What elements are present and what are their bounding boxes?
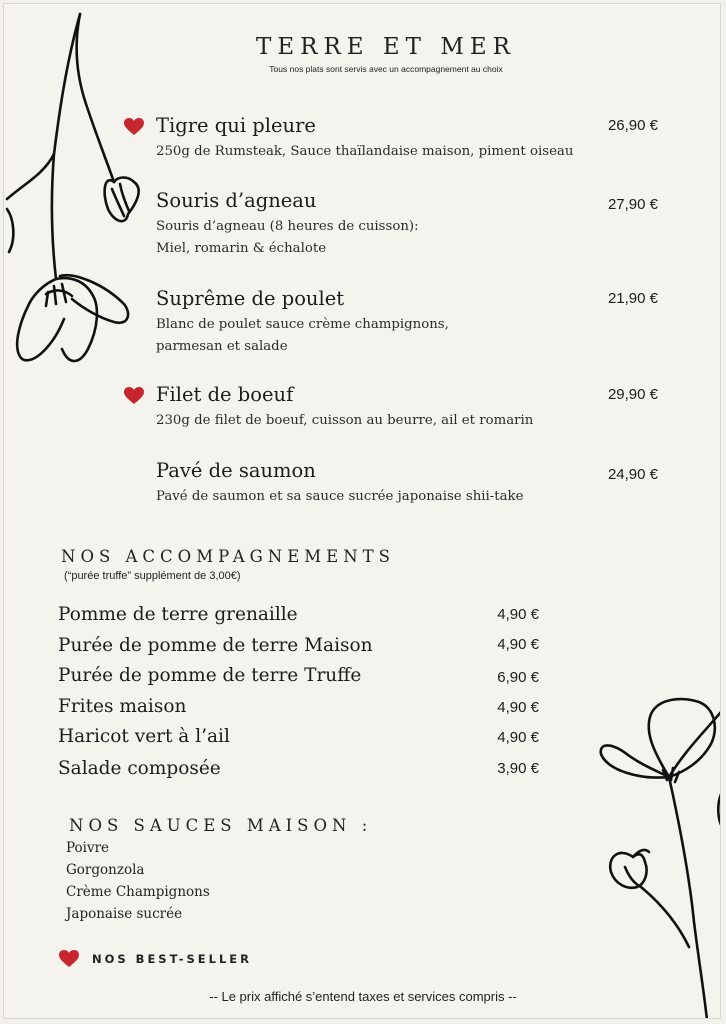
dish-description: Souris d’agneau (8 heures de cuisson): <box>156 219 419 234</box>
side-item-name: Salade composée <box>58 758 221 779</box>
menu-subtitle: Tous nos plats sont servis avec un accompagnement au choix <box>269 64 503 74</box>
menu-page <box>3 3 721 1019</box>
side-item-name: Haricot vert à l’ail <box>58 726 230 747</box>
dish-name: Souris d’agneau <box>156 189 317 212</box>
sides-title: NOS ACCOMPAGNEMENTS <box>61 547 395 566</box>
dish-description: 230g de filet de boeuf, cuisson au beurre, ail et romarin <box>156 413 534 428</box>
flower-illustration-top-left <box>4 4 144 384</box>
sauce-item: Gorgonzola <box>66 862 145 878</box>
dish-description: Pavé de saumon et sa sauce sucrée japonaise shii-take <box>156 489 524 504</box>
dish-name: Suprême de poulet <box>156 287 345 310</box>
dish-name: Tigre qui pleure <box>156 114 316 137</box>
side-item-name: Pomme de terre grenaille <box>58 604 298 625</box>
side-item-price: 4,90 € <box>497 636 539 653</box>
dish-name: Pavé de saumon <box>156 459 316 482</box>
heart-icon <box>124 387 144 405</box>
heart-icon <box>59 950 79 968</box>
dish-description: parmesan et salade <box>156 339 288 354</box>
sides-note: (“purée truffe” supplément de 3,00€) <box>64 570 241 582</box>
dish-price: 24,90 € <box>607 466 658 483</box>
dish-name: Filet de boeuf <box>156 383 294 406</box>
dish-description: Blanc de poulet sauce crème champignons, <box>156 317 449 332</box>
dish-price: 26,90 € <box>607 117 658 134</box>
sauce-item: Crème Champignons <box>66 884 210 900</box>
side-item-price: 3,90 € <box>497 760 539 777</box>
side-item-price: 6,90 € <box>497 669 539 686</box>
menu-title: TERRE ET MER <box>256 34 516 60</box>
heart-icon <box>124 118 144 136</box>
dish-description: 250g de Rumsteak, Sauce thaïlandaise maison, piment oiseau <box>156 144 574 159</box>
side-item-name: Frites maison <box>58 696 187 717</box>
dish-price: 27,90 € <box>607 196 658 213</box>
sauce-item: Japonaise sucrée <box>66 906 183 922</box>
side-item-price: 4,90 € <box>497 606 539 623</box>
best-seller-legend: NOS BEST-SELLER <box>92 952 253 966</box>
sauce-item: Poivre <box>66 840 110 856</box>
flower-illustration-bottom-right <box>589 672 721 1019</box>
dish-price: 21,90 € <box>607 290 658 307</box>
dish-price: 29,90 € <box>607 386 658 403</box>
sauces-title: NOS SAUCES MAISON : <box>69 816 373 835</box>
side-item-name: Purée de pomme de terre Truffe <box>58 665 362 686</box>
side-item-name: Purée de pomme de terre Maison <box>58 635 373 656</box>
side-item-price: 4,90 € <box>497 699 539 716</box>
side-item-price: 4,90 € <box>497 729 539 746</box>
footer-note: -- Le prix affiché s’entend taxes et services compris -- <box>209 989 517 1004</box>
dish-description: Miel, romarin & échalote <box>156 241 327 256</box>
